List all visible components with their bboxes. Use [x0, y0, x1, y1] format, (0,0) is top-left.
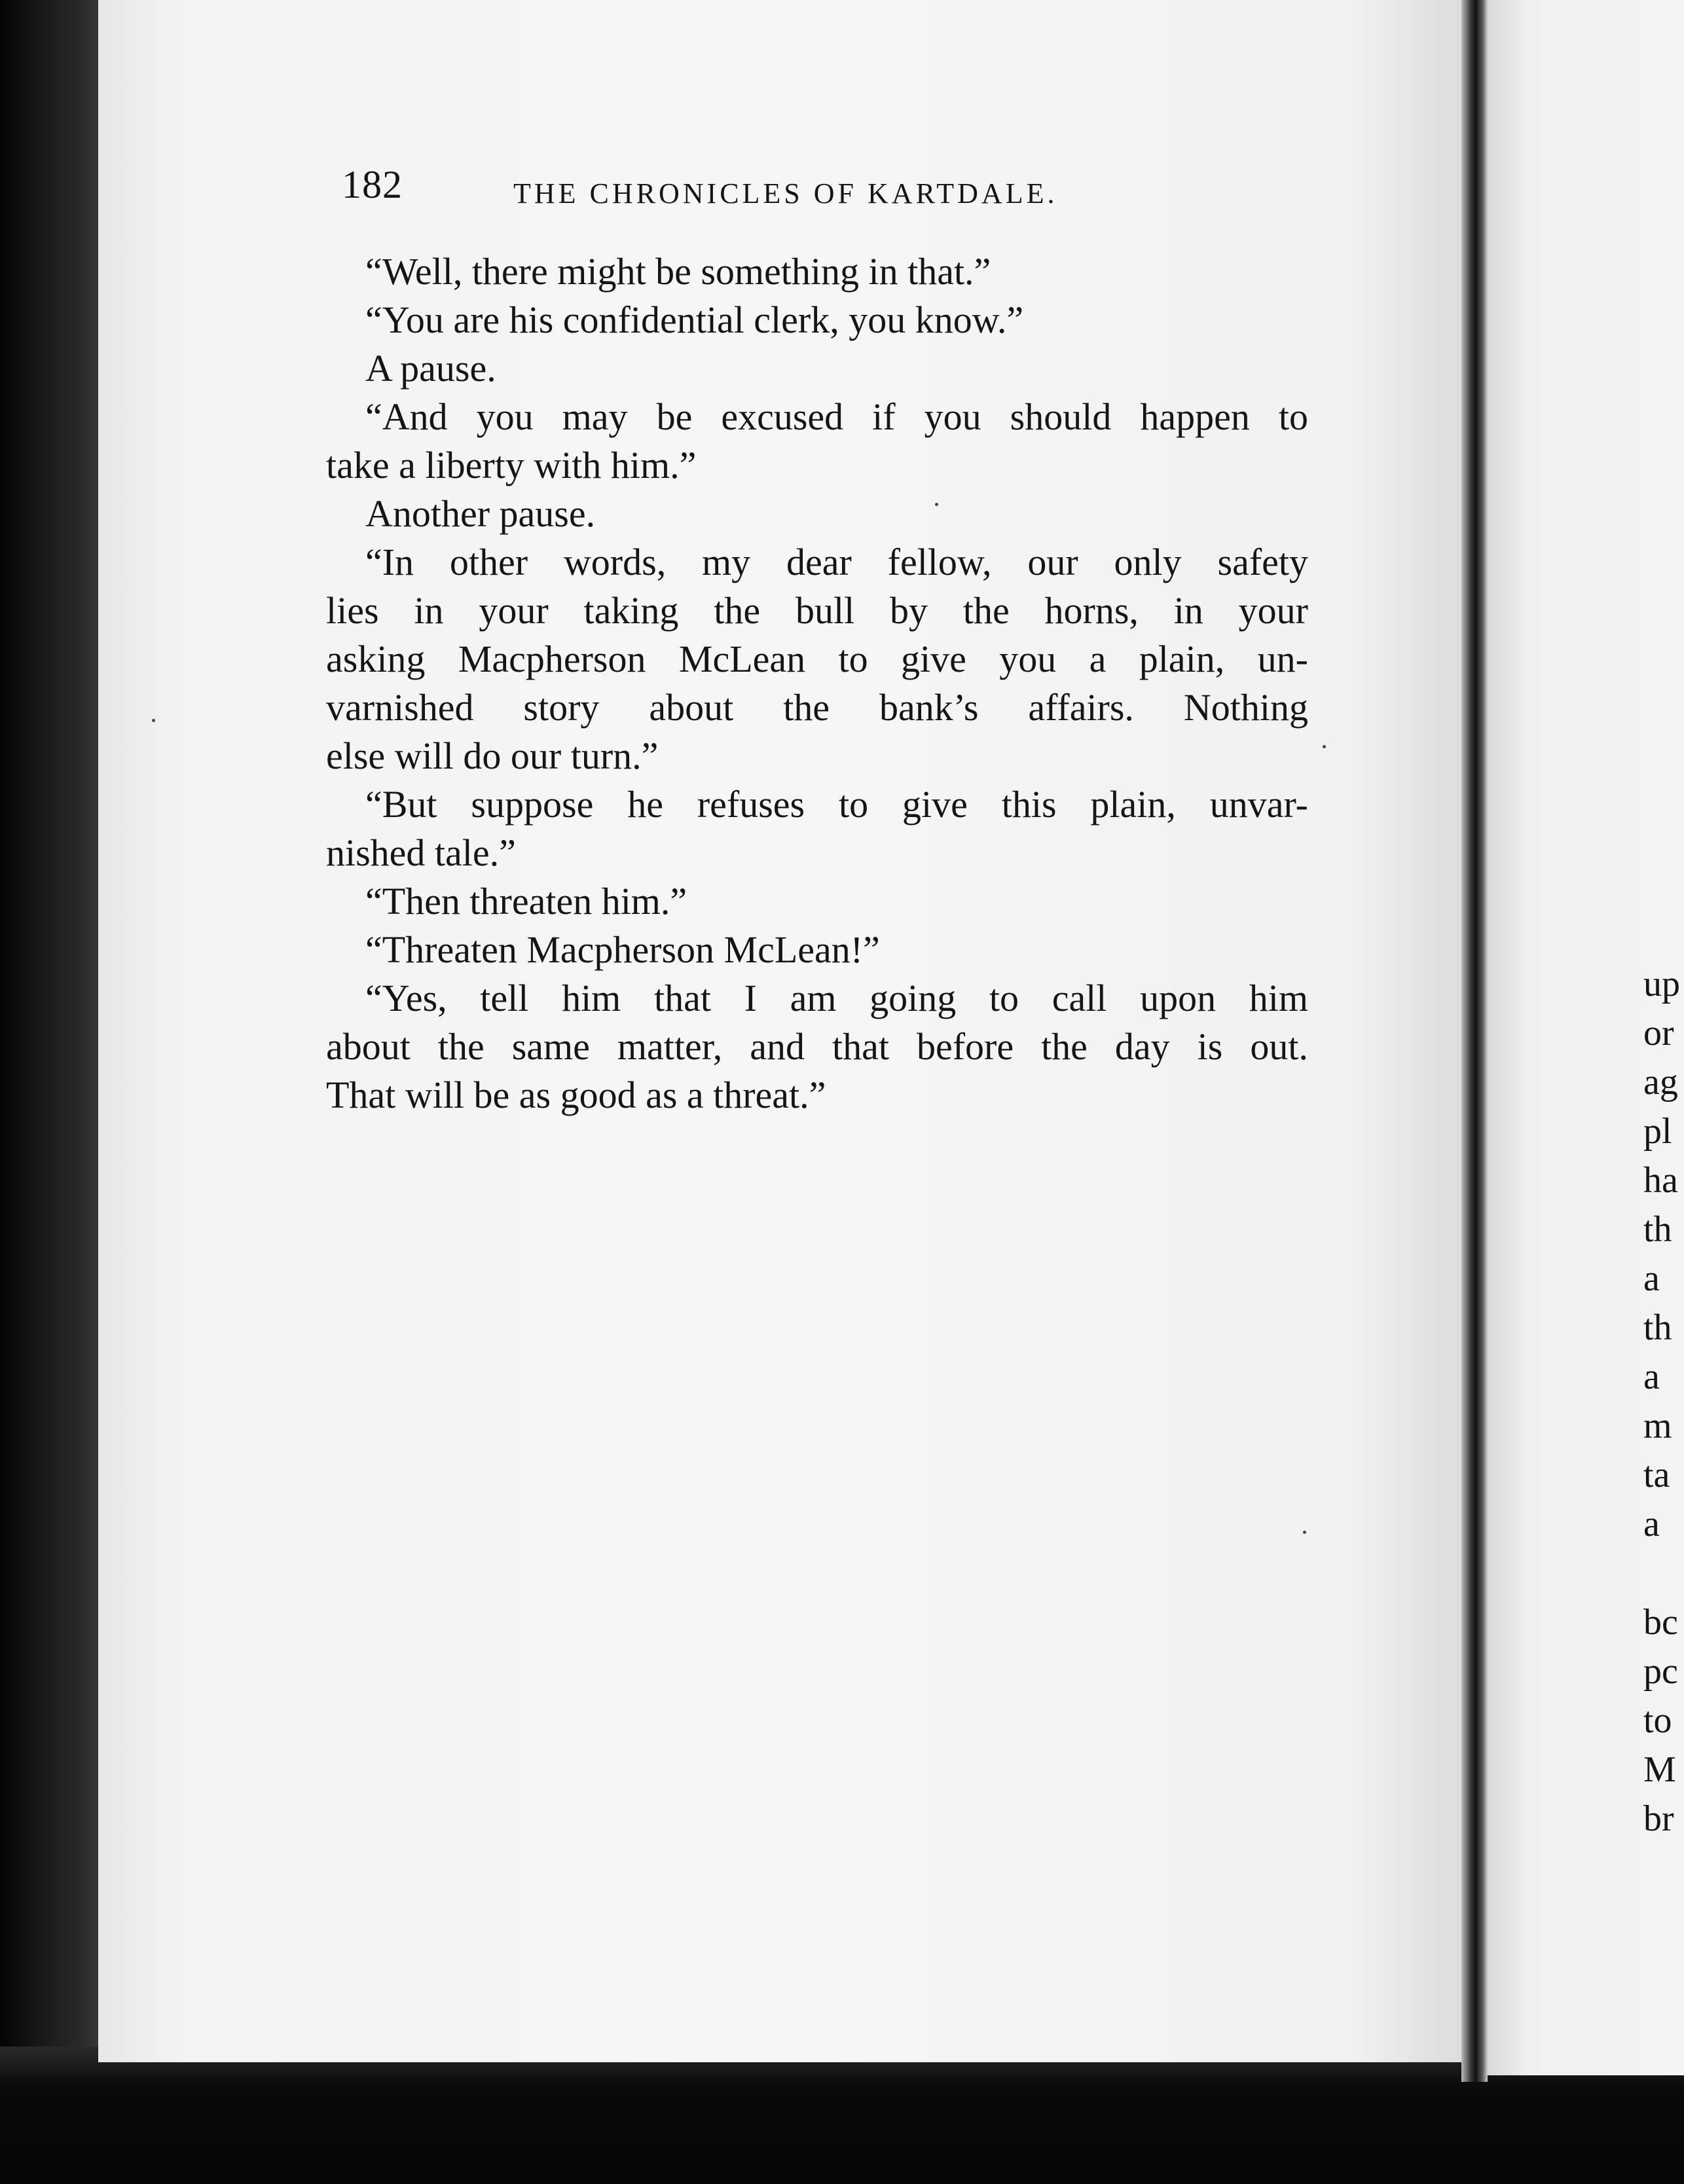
paragraph-gap: [1643, 1549, 1684, 1598]
text-line: else will do our turn.”: [326, 735, 659, 777]
book-edge-left: [0, 0, 101, 2184]
text-line: asking Macpherson McLean to give you a plain, un-: [326, 638, 1308, 680]
body-text: [326, 247, 1308, 1119]
facing-fragment: m: [1643, 1406, 1672, 1446]
text-line: “Then threaten him.”: [365, 880, 687, 922]
scan-speck: [152, 719, 155, 722]
text-line: “You are his confidential clerk, you know.”: [365, 299, 1024, 341]
text-line: “In other words, my dear fellow, our only safety: [365, 541, 1308, 583]
text-line: “Yes, tell him that I am going to call upon him: [365, 977, 1308, 1019]
facing-fragment: ag: [1643, 1062, 1678, 1102]
text-line: “And you may be excused if you should happen to: [365, 395, 1308, 438]
text-line: “But suppose he refuses to give this plain, unvar-: [365, 783, 1308, 826]
facing-fragment: or: [1643, 1013, 1674, 1053]
facing-fragment: pc: [1643, 1651, 1678, 1692]
text-line: take a liberty with him.”: [326, 444, 697, 486]
text-line: about the same matter, and that before the day is out.: [326, 1025, 1308, 1068]
facing-fragment: up: [1643, 964, 1680, 1004]
page-number: 182: [342, 163, 403, 206]
text-line: “Threaten Macpherson McLean!”: [365, 928, 880, 971]
facing-fragment: ta: [1643, 1455, 1670, 1495]
scan-speck: [935, 503, 938, 506]
facing-fragment: pl: [1643, 1111, 1672, 1152]
facing-fragment: a: [1643, 1356, 1660, 1397]
facing-fragment: a: [1643, 1504, 1660, 1544]
facing-fragment: th: [1643, 1307, 1672, 1348]
scan-speck: [1303, 1531, 1306, 1534]
running-head: [342, 162, 1167, 215]
book-edge-bottom: [0, 2047, 1684, 2184]
facing-page-text: [1643, 960, 1684, 1844]
facing-fragment: to: [1643, 1700, 1672, 1741]
text-line: “Well, there might be something in that.”: [365, 250, 991, 293]
text-line: Another pause.: [365, 492, 596, 535]
facing-fragment: M: [1643, 1749, 1676, 1790]
text-line: A pause.: [365, 347, 496, 390]
facing-fragment: a: [1643, 1258, 1660, 1299]
text-line: nished tale.”: [326, 831, 516, 874]
text-line: varnished story about the bank’s affairs. Nothing: [326, 686, 1308, 729]
facing-fragment: bc: [1643, 1602, 1678, 1643]
facing-fragment: ha: [1643, 1160, 1678, 1201]
text-line: lies in your taking the bull by the horns, in your: [326, 589, 1308, 632]
book-title: THE CHRONICLES OF KARTDALE.: [513, 177, 1058, 209]
scan-speck: [1323, 745, 1326, 748]
facing-fragment: th: [1643, 1209, 1672, 1250]
book-gutter: [1461, 0, 1488, 2082]
facing-fragment: br: [1643, 1798, 1674, 1839]
text-line: That will be as good as a threat.”: [326, 1074, 826, 1116]
